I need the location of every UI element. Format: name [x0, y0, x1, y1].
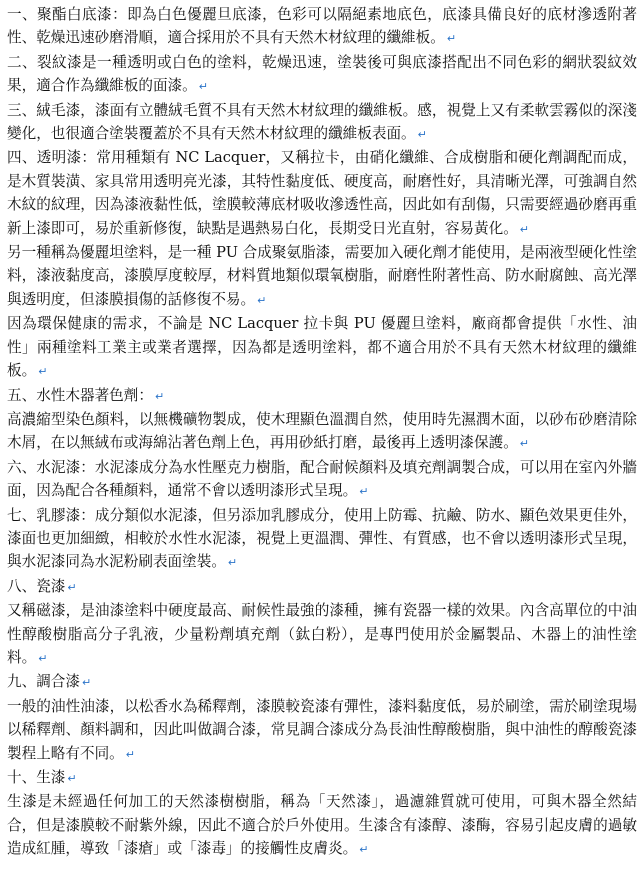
paragraph-mark-icon: ↵	[125, 747, 135, 761]
paragraph-mark-icon: ↵	[446, 32, 457, 46]
paragraph-mark-icon: ↵	[359, 485, 369, 499]
paragraph-pu-coating	[7, 241, 637, 312]
paragraph-mark-icon: ↵	[38, 365, 48, 379]
paragraph-mark-icon: ↵	[417, 128, 427, 142]
paragraph-mark-icon: ↵	[198, 80, 208, 94]
heading-wood-stain	[7, 384, 637, 408]
heading-text: 五、水性木器著色劑：	[7, 386, 153, 404]
paragraph-velvet	[7, 99, 637, 147]
paragraph-text: 二、裂紋漆是一種透明或白色的塗料，乾燥迅速，塗裝後可與底漆搭配出不同色彩的網狀裂紋效果，適合作為纖維板的面漆。	[7, 53, 637, 95]
paragraph-latex-paint	[7, 504, 637, 575]
paragraph-mark-icon: ↵	[227, 556, 238, 570]
paragraph-primer	[7, 3, 637, 51]
heading-enamel	[7, 575, 637, 599]
paragraph-text: 三、絨毛漆，漆面有立體絨毛質不具有天然木材紋理的纖維板。感，視覺上又有柔軟雲霧似的深淺變化，也很適合塗裝覆蓋於不具有天然木材紋理的纖維板表面。	[7, 101, 637, 143]
paragraph-text: 另一種稱為優麗坦塗料，是一種 PU 合成聚氨脂漆，需要加入硬化劑才能使用，是兩液型硬化性塗料，漆液黏度高，漆膜厚度較厚，材料質地類似環氧樹脂，耐磨性附著性高、防水耐腐蝕、高光澤與透明度，但漆膜損傷的話修復不易。	[7, 244, 637, 308]
paragraph-text: 因為環保健康的需求，不論是 NC Lacquer 拉卡與 PU 優麗旦塗料，廠商都會提供「水性、油性」兩種塗料工業主或業者選擇，因為都是透明塗料，都不適合用於不具有天然木材紋理的纖維板。	[7, 315, 637, 380]
paragraph-mark-icon: ↵	[257, 293, 267, 307]
paragraph-crackle	[7, 51, 637, 99]
paragraph-text: 四、透明漆：常用種類有 NC Lacquer，又稱拉卡，由硝化纖維、合成樹脂和硬化劑調配而成，是木質裝潢、家具常用透明亮光漆，其特性黏度低、硬度高，耐磨性好，具清晰光澤，可強調自然木紋的紋理，因為漆液黏性低，塗膜較薄底材吸收滲透性高，因此如有刮傷，只需要經過砂磨再重新上漆即可，易於重新修復，缺點是遇熱易白化，長期受日光直射，容易黃化。	[7, 149, 637, 237]
heading-text: 八、瓷漆	[7, 577, 66, 595]
heading-blended-paint	[7, 670, 637, 694]
paragraph-text: 六、水泥漆：水泥漆成分為水性壓克力樹脂，配合耐候顏料及填充劑調製合成，可以用在室內外牆面，因為配合各種顏料，通常不會以透明漆形式呈現。	[7, 458, 637, 500]
paragraph-text: 一般的油性油漆，以松香水為稀釋劑，漆膜較瓷漆有彈性，漆料黏度低，易於刷塗，需於刷塗現場以稀釋劑、顏料調和，因此叫做調合漆，常見調合漆成分為長油性醇酸樹脂，與中油性的醇酸瓷漆製程上略有不同。	[7, 697, 637, 762]
paragraph-blended-paint	[7, 695, 637, 766]
paragraph-text: 又稱磁漆，是油漆塗料中硬度最高、耐候性最強的漆種，擁有瓷器一樣的效果。內含高單位的中油性醇酸樹脂高分子乳液，少量粉劑填充劑（鈦白粉），是專門使用於金屬製品、木器上的油性塗料。	[7, 602, 637, 666]
paragraph-mark-icon: ↵	[38, 651, 48, 665]
paragraph-clear-lacquer	[7, 146, 637, 241]
paragraph-enamel	[7, 599, 637, 670]
paragraph-mark-icon: ↵	[154, 389, 165, 403]
paragraph-mark-icon: ↵	[519, 222, 530, 236]
heading-text: 十、生漆	[7, 769, 66, 786]
paragraph-eco-options	[7, 312, 637, 383]
paragraph-mark-icon: ↵	[81, 676, 92, 690]
paragraph-mark-icon: ↵	[67, 580, 77, 594]
paragraph-text: 七、乳膠漆：成分類似水泥漆，但另添加乳膠成分，使用上防霉、抗鹼、防水、顯色效果更佳外，漆面也更加細緻，相較於水性水泥漆，視覺上更溫潤、彈性、有質感，也不會以透明漆形式呈現，與水泥漆同為水泥粉刷表面塗裝。	[7, 506, 637, 571]
paragraph-wood-stain	[7, 408, 637, 456]
paragraph-mark-icon: ↵	[519, 437, 530, 451]
paragraph-mark-icon: ↵	[67, 772, 77, 785]
heading-raw-lacquer	[7, 766, 637, 790]
heading-text: 九、調合漆	[7, 673, 80, 691]
paragraph-text: 高濃縮型染色顏料，以無機礦物製成，使木理顯色溫潤自然，使用時先濕潤木面，以砂布砂磨清除木屑，在以無絨布或海綿沾著色劑上色，再用砂紙打磨，最後再上透明漆保護。	[7, 410, 637, 452]
paragraph-mark-icon: ↵	[359, 843, 369, 857]
paragraph-cement-paint	[7, 456, 637, 504]
paragraph-text: 生漆是未經過任何加工的天然漆樹樹脂，稱為「天然漆」，過濾雜質就可使用，可與木器全然結合，但是漆膜較不耐紫外線，因此不適合於戶外使用。生漆含有漆醇、漆酶，容易引起皮膚的過敏造成紅腫，導致「漆瘡」或「漆毒」的接觸性皮膚炎。	[7, 793, 637, 858]
paragraph-raw-lacquer	[7, 790, 637, 861]
paragraph-text: 一、聚酯白底漆：即為白色優麗旦底漆，色彩可以隔絕素地底色，底漆具備良好的底材滲透附著性、乾燥迅速砂磨滑順，適合採用於不具有天然木材紋理的纖維板。	[7, 6, 637, 47]
